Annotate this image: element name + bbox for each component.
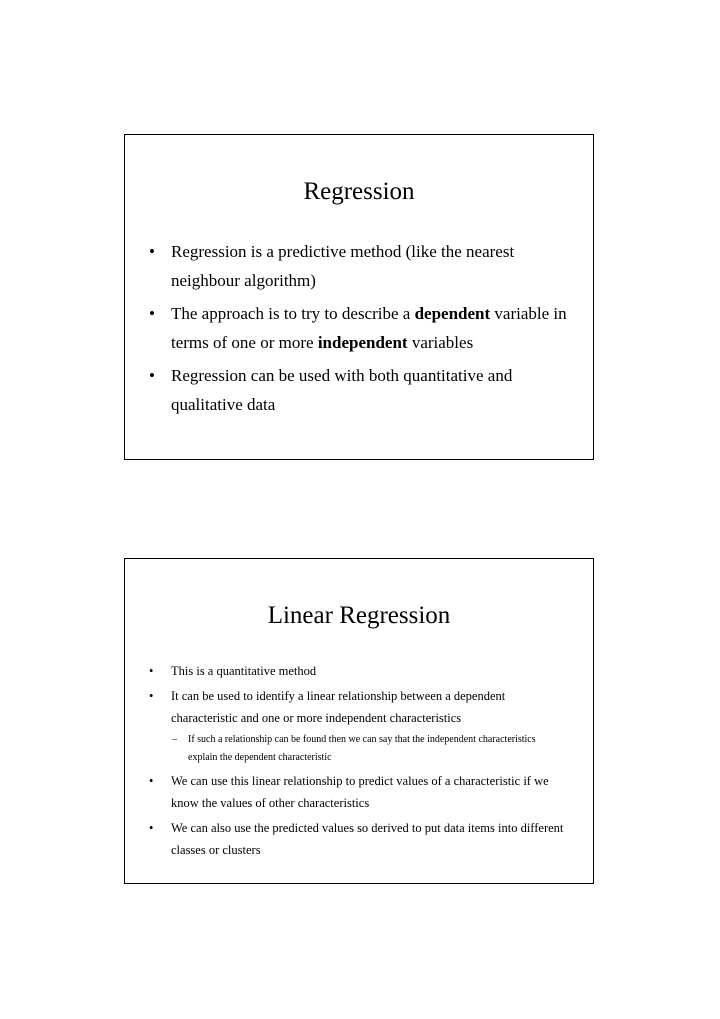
slide-title: Linear Regression xyxy=(267,602,451,629)
dash-icon: – xyxy=(172,734,177,745)
slide-linear-regression xyxy=(124,558,594,884)
sub-bullet-text: If such a relationship can be found then we can say that the independent characteristics explain the dependent characteristic xyxy=(188,734,536,763)
bullet-text: We can use this linear relationship to predict values of a characteristic if we know the values of other characteristics xyxy=(171,774,549,810)
bullet-bold-term: dependent xyxy=(414,304,491,323)
bullet-list xyxy=(125,237,593,423)
bullet-icon: • xyxy=(149,821,154,835)
bullet-text: It can be used to identify a linear relationship between a dependent characteristic and one or more independent characteristics xyxy=(171,689,506,725)
bullet-icon: • xyxy=(149,689,154,703)
bullet-icon: • xyxy=(149,366,155,385)
bullet-item xyxy=(125,299,593,357)
bullet-item xyxy=(125,361,593,419)
bullet-text: Regression is a predictive method (like the nearest neighbour algorithm) xyxy=(171,242,515,290)
bullet-text: This is a quantitative method xyxy=(171,664,317,678)
bullet-text-part: The approach is to try to describe a xyxy=(171,304,415,323)
slide-regression xyxy=(124,134,594,460)
bullet-item xyxy=(125,660,593,682)
bullet-icon: • xyxy=(149,664,154,678)
bullet-text-part: variables xyxy=(407,333,474,352)
bullet-item xyxy=(125,685,593,729)
bullet-text-part: variable in terms of one or more xyxy=(171,304,567,352)
bullet-item xyxy=(125,237,593,295)
bullet-icon: • xyxy=(149,304,155,323)
bullet-icon: • xyxy=(149,242,155,261)
bullet-text: Regression can be used with both quantitative and qualitative data xyxy=(171,366,513,414)
sub-bullet-item xyxy=(125,731,593,767)
bullet-text: We can also use the predicted values so derived to put data items into different classes or clusters xyxy=(171,821,564,857)
bullet-item xyxy=(125,770,593,814)
bullet-bold-term: independent xyxy=(317,333,408,352)
bullet-item xyxy=(125,817,593,861)
bullet-list xyxy=(125,660,593,864)
bullet-icon: • xyxy=(149,774,154,788)
slide-title: Regression xyxy=(303,178,415,205)
